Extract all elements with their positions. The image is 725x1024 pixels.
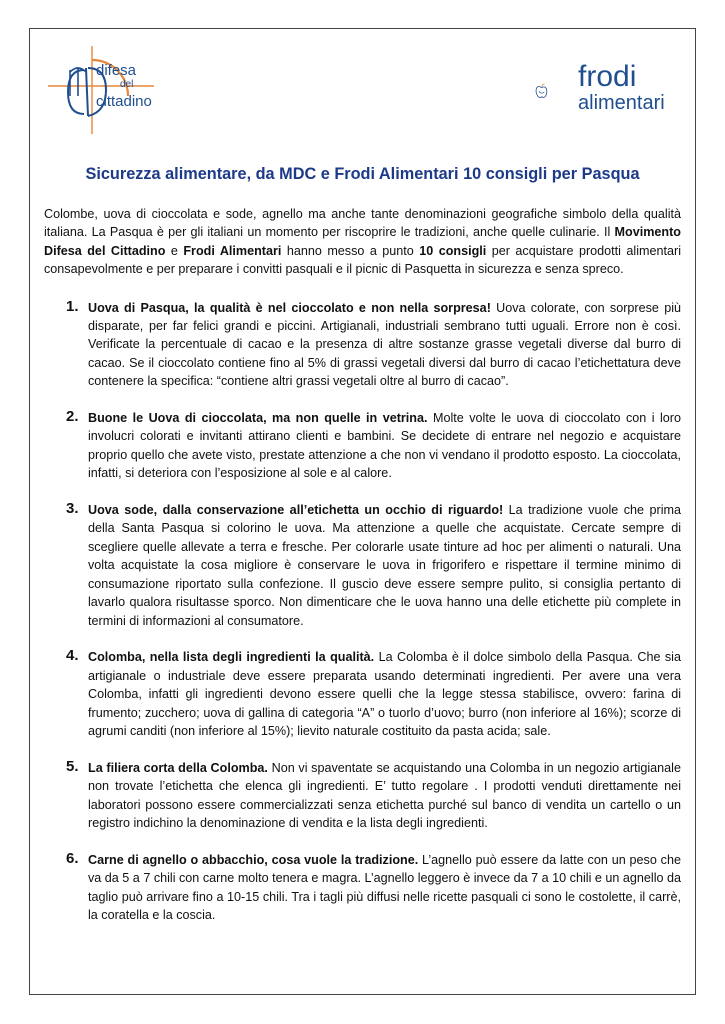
tip-number: 1.: [66, 297, 79, 315]
tip-heading: La filiera corta della Colomba.: [88, 760, 268, 775]
tip-heading: Carne di agnello o abbacchio, cosa vuole la tradizione.: [88, 852, 419, 867]
tips-list: [44, 299, 681, 925]
frodi-logo-sub: alimentari: [578, 92, 665, 114]
tip-heading: Uova sode, dalla conservazione all’etichetta un occhio di riguardo!: [88, 503, 504, 518]
tip-number: 6.: [66, 849, 79, 867]
mdc-logo-line3: cittadino: [96, 93, 152, 110]
tip-text: Molte volte le uova di cioccolato con i loro involucri colorati e invitanti attirano clienti e bambini. Se decidete di entrare nel negozio e acquistare proprio quello che avete visto, prestate attenzione a che non vi vendano il prodotto esposto. La cioccolata, infatti, si deteriora con l’esposizione al sole e al calore.: [88, 411, 682, 481]
document-body: [44, 205, 681, 943]
list-item: [44, 299, 681, 391]
mdc-logo-icon: [48, 46, 154, 134]
list-item: [44, 648, 681, 740]
tip-text: La tradizione vuole che prima della Santa Pasqua si colorino le uova. Ma attenzione a quelle che acquistate. Cercate sempre di scegliere quelle allevate a terra e fresche. Per colorarle usate tinture ad hoc per alimenti o naturali. Una volta acquistate la cosa migliore è conservare le uova in frigorifero e rispettare il termine minimo di consumazione riportato sulla confezione. Il guscio deve essere sempre pulito, si consiglia pertanto di lavarlo qualora risultasse sporco. Non dimenticare che le uova hanno una delle etichette più complete in termini di informazioni al consumatore.: [88, 503, 681, 628]
list-item: [44, 501, 681, 630]
mdc-logo-line2: del: [120, 79, 134, 90]
tip-text: Uova colorate, con sorprese più disparate, per far felici grandi e piccini. Artigianali, industriali sembrano tutti uguali. Errore non è così. Verificate la percentuale di cacao e la presenza di altre sostanze grasse vegetali diverse dal burro di cacao. Se il cioccolato contiene fino al 5% di grassi vegetali diversi dal burro di cacao l’etichettatura deve contenere la specifica: “contiene altri grassi vegetali oltre al burro di cacao”.: [88, 300, 681, 389]
apple-logo-icon: [535, 66, 575, 118]
tip-heading: Colomba, nella lista degli ingredienti la qualità.: [88, 650, 375, 665]
tip-text: L’agnello può essere da latte con un peso che va da 5 a 7 chili con carne molto tenera e magra. L’agnello leggero è invece da 7 a 10 chili e un agnello da taglio può arrivare fino a 10-15 chili. Tra i tagli più diffusi nelle ricette pasquali ci sono le costolette, il carrè, la coratella e la coscia.: [88, 852, 682, 922]
list-item: [44, 409, 681, 483]
list-item: [44, 759, 681, 833]
org-name-frodi: Frodi Alimentari: [183, 243, 282, 258]
list-item: [44, 851, 681, 925]
org-name-mdc: Movimento Difesa del Cittadino: [44, 225, 681, 258]
intro-highlight: 10 consigli: [419, 243, 487, 258]
tip-number: 5.: [66, 757, 79, 775]
mdc-logo-line1: difesa: [96, 62, 137, 79]
tip-number: 2.: [66, 408, 79, 426]
tip-number: 4.: [66, 647, 79, 665]
intro-paragraph: Colombe, uova di cioccolata e sode, agnello ma anche tante denominazioni geografiche simbolo della qualità italiana. La Pasqua è per gli italiani un momento per riscoprire le tradizioni, anche quelle culinarie. Il Movimento Difesa del Cittadino e Frodi Alimentari hanno messo a punto 10 consigli per acquistare prodotti alimentari consapevolmente e per preparare i convitti pasquali e il picnic di Pasquetta in sicurezza e senza spreco.: [44, 207, 681, 277]
tip-number: 3.: [66, 500, 79, 518]
document-title: Sicurezza alimentare, da MDC e Frodi Alimentari 10 consigli per Pasqua: [85, 165, 640, 183]
frodi-logo-word: frodi: [578, 60, 637, 93]
tip-heading: Uova di Pasqua, la qualità è nel cioccolato e non nella sorpresa!: [88, 300, 491, 315]
tip-heading: Buone le Uova di cioccolata, ma non quelle in vetrina.: [88, 411, 428, 426]
tip-text: Non vi spaventate se acquistando una Colomba in un negozio artigianale non trovate l’etichetta che elenca gli ingredienti. E’ tutto regolare . I prodotti venduti direttamente nei laboratori possono essere commercializzati senza etichetta purché sul banco di vendita un cartello o un registro indichino la denominazione di vendita e la lista degli ingredienti.: [88, 760, 681, 830]
tip-text: La Colomba è il dolce simbolo della Pasqua. Che sia artigianale o industriale deve essere preparata usando determinati ingredienti. Per avere una vera Colomba, infatti gli ingredienti devono essere quelli che la legge stessa stabilisce, ovvero: farina di frumento; zucchero; uova di gallina di categoria “A” o tuorlo d’uovo; burro (non inferiore al 16%); scorze di agrumi canditi (non inferiore al 15%); lievito naturale costituito da pasta acida; sale.: [88, 650, 681, 738]
